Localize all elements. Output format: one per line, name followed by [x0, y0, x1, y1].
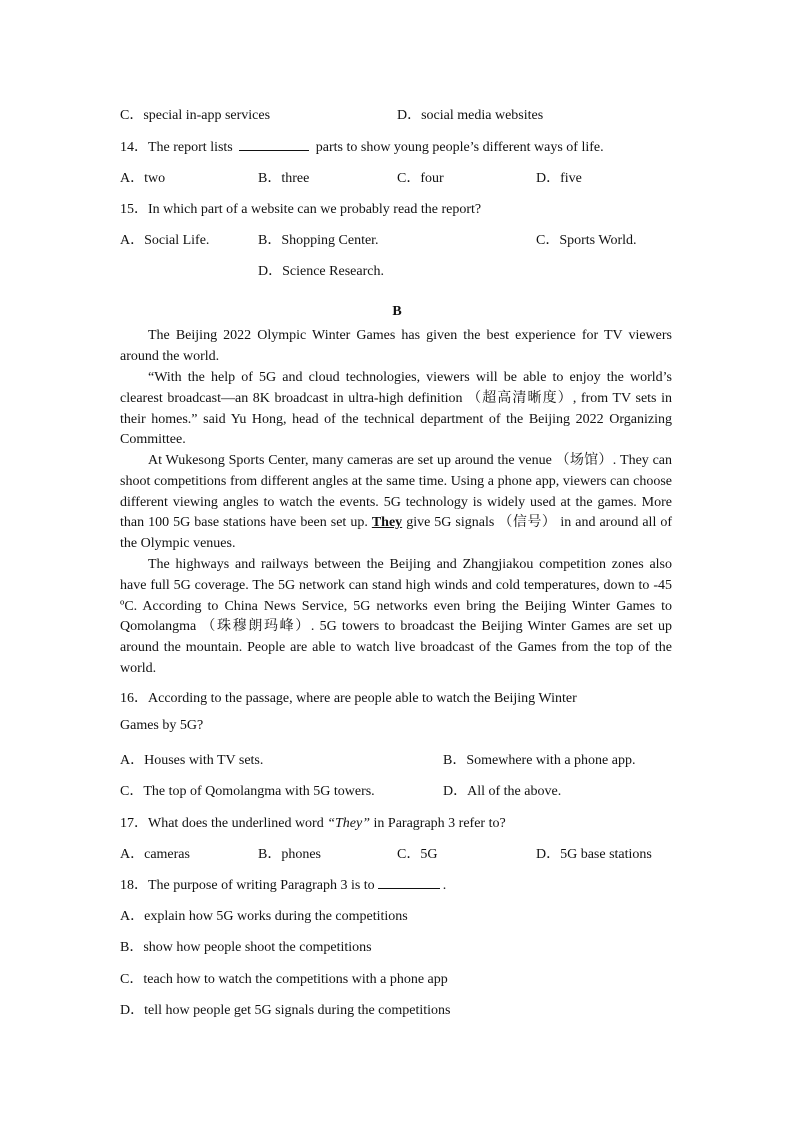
passage-paragraph-4: The highways and railways between the Beijing and Zhangjiakou competition zones also have full 5G coverage. The 5G network can stand high winds and cold temperatures, down to -45 ºC. According to China News Service, 5G networks even bring the Beijing Winter Games to Qomolangma （珠穆朗玛峰）. 5G towers to broadcast the Beijing Winter Games are set up around the mountain. People are able to watch live broadcast of the Games from the top of the world.: [120, 557, 672, 676]
q14-option-a: A．two: [120, 171, 166, 186]
paragraph-3-text-end: give 5G signals （信号） in and around all of the Olympic venues.: [120, 515, 673, 552]
q18-stem-prefix: 18．The purpose of writing Paragraph 3 is to: [120, 878, 375, 893]
q14-stem: [120, 136, 604, 156]
q15-option-c: C．Sports World.: [536, 233, 637, 248]
passage-paragraph-3: [120, 451, 672, 555]
q14-answer-blank[interactable]: [239, 136, 309, 151]
q14-option-c: C．four: [397, 171, 444, 186]
q13-option-c: C．special in-app services: [120, 108, 271, 123]
q14-option-d: D．five: [536, 171, 582, 186]
q14-stem-prefix: 14．The report lists: [120, 140, 233, 155]
q16-option-b: B．Somewhere with a phone app.: [443, 753, 636, 768]
q16-option-a: A．Houses with TV sets.: [120, 753, 264, 768]
q18-stem-suffix: .: [442, 878, 447, 893]
q18-option-c: C．teach how to watch the competitions with a phone app: [120, 972, 448, 987]
q17-stem-suffix: in Paragraph 3 refer to?: [373, 816, 506, 831]
q16-stem-line-2: Games by 5G?: [120, 718, 204, 733]
q18-option-b: B．show how people shoot the competitions: [120, 940, 372, 955]
q14-stem-suffix: parts to show young people’s different ways of life.: [315, 140, 604, 155]
q17-option-d: D．5G base stations: [536, 847, 652, 862]
q18-answer-blank[interactable]: [378, 874, 440, 889]
q16-option-c: C．The top of Qomolangma with 5G towers.: [120, 784, 375, 799]
passage-paragraph-2: “With the help of 5G and cloud technologies, viewers will be able to enjoy the world’s clearest broadcast—an 8K broadcast in ultra-high definition （超高清晰度）, from TV sets in their homes.” said Yu Hong, head of the technical department of the Beijing 2022 Organizing Committee.: [120, 370, 672, 448]
paragraph-3-text-start: At Wukesong Sports Center, many cameras are set up around the venue （场馆）. They can shoot competitions from different angles at the same time. Using a phone app, viewers can choose different viewing angles to watch the events. 5G technology is widely used at the games. More than 100 5G base stations have been set up.: [120, 453, 672, 531]
q18-option-d: D．tell how people get 5G signals during the competitions: [120, 1003, 451, 1018]
q18-stem: [120, 874, 446, 894]
q14-option-b: B．three: [258, 171, 310, 186]
q17-option-a: A．cameras: [120, 847, 190, 862]
q15-option-a: A．Social Life.: [120, 233, 210, 248]
q17-option-b: B．phones: [258, 847, 321, 862]
q16-stem-line-1: 16．According to the passage, where are people able to watch the Beijing Winter: [120, 691, 577, 706]
q15-stem: 15．In which part of a website can we probably read the report?: [120, 202, 482, 217]
q17-stem-prefix: 17．What does the underlined word: [120, 816, 324, 831]
underlined-word-they: They: [371, 515, 403, 531]
q15-option-d: D．Science Research.: [258, 264, 384, 279]
q18-option-a: A．explain how 5G works during the competitions: [120, 909, 408, 924]
q17-stem: [120, 812, 506, 832]
q17-option-c: C．5G: [397, 847, 438, 862]
q16-option-d: D．All of the above.: [443, 784, 562, 799]
q17-quoted-word: “They”: [327, 816, 371, 831]
q15-option-b: B．Shopping Center.: [258, 233, 379, 248]
q13-option-d: D．social media websites: [397, 108, 544, 123]
section-title: B: [392, 304, 402, 319]
passage-paragraph-1: The Beijing 2022 Olympic Winter Games has given the best experience for TV viewers around the world.: [120, 328, 672, 364]
